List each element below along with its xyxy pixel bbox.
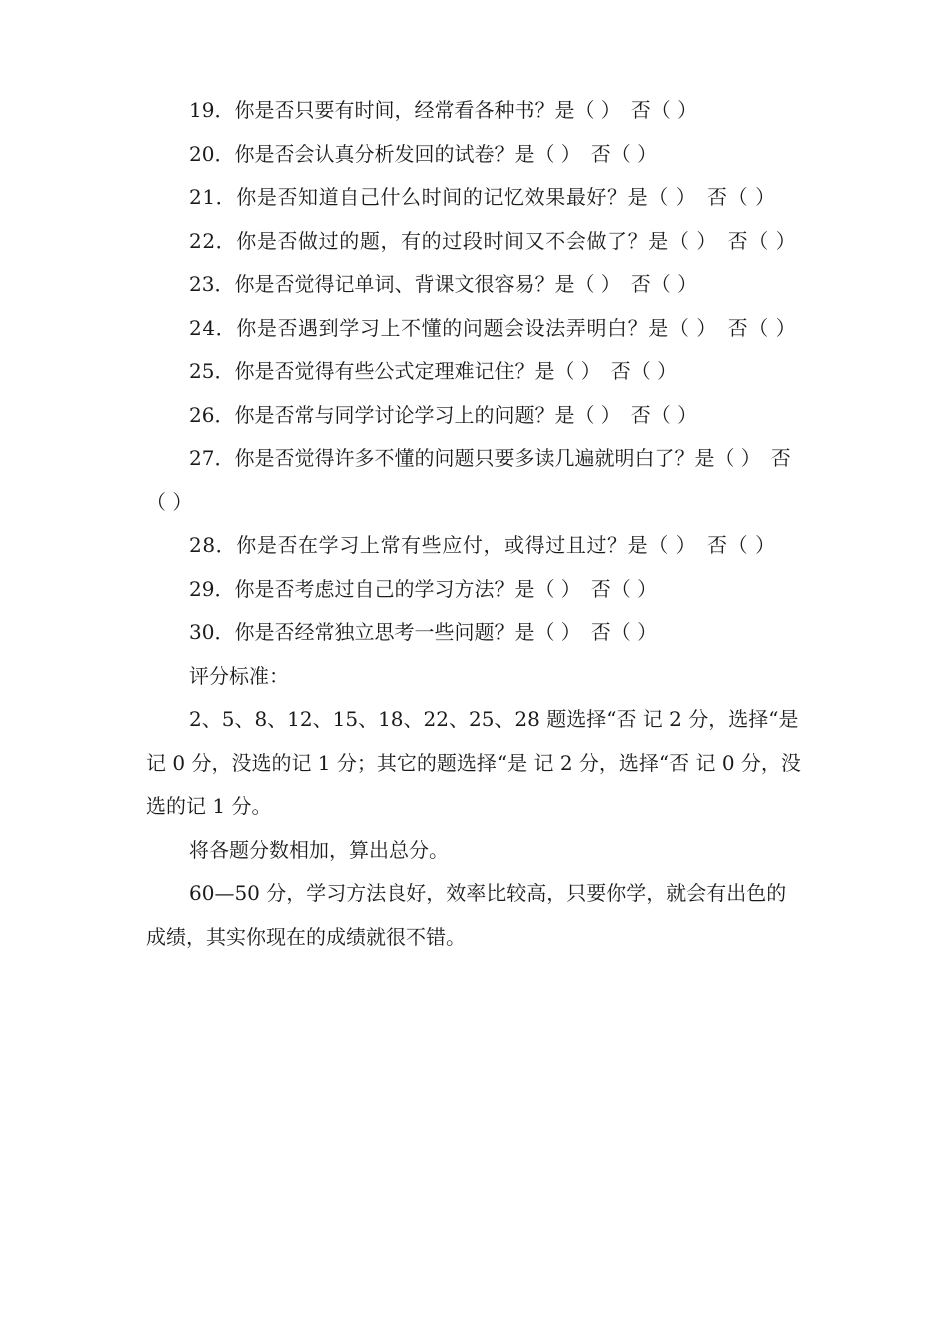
scoring-rule: 2、5、8、12、15、18、22、25、28 题选择“否 记 2 分，选择“是 记 0 分，没选的记 1 分；其它的题选择“是 记 2 分，选择“否 记 0 分，没选的记 1 分。 <box>146 707 801 818</box>
scoring-result-60-50: 60—50 分，学习方法良好，效率比较高，只要你学，就会有出色的成绩，其实你现在的成绩就很不错。 <box>146 881 787 949</box>
question-20: 20．你是否会认真分析发回的试卷？是（ ） 否（ ） <box>189 141 658 166</box>
question-22: 22．你是否做过的题，有的过段时间又不会做了？是（ ） 否（ ） <box>189 228 797 253</box>
question-30: 30．你是否经常独立思考一些问题？是（ ） 否（ ） <box>189 620 658 644</box>
question-19: 19．你是否只要有时间，经常看各种书？是（ ） 否（ ） <box>189 98 698 122</box>
question-24: 24．你是否遇到学习上不懂的问题会设法弄明白？是（ ） 否（ ） <box>189 315 797 340</box>
question-25: 25．你是否觉得有些公式定理难记住？是（ ） 否（ ） <box>189 359 678 383</box>
scoring-heading: 评分标准： <box>189 663 289 688</box>
question-21: 21．你是否知道自己什么时间的记忆效果最好？是（ ） 否（ ） <box>189 185 776 209</box>
scoring-sum-instruction: 将各题分数相加，算出总分。 <box>189 837 449 862</box>
question-28: 28．你是否在学习上常有些应付，或得过且过？是（ ） 否（ ） <box>189 533 776 557</box>
question-26: 26．你是否常与同学讨论学习上的问题？是（ ） 否（ ） <box>189 402 698 427</box>
question-27: 27．你是否觉得许多不懂的问题只要多读几遍就明白了？是（ ） 否（ ） <box>146 446 791 514</box>
question-29: 29．你是否考虑过自己的学习方法？是（ ） 否（ ） <box>189 576 658 601</box>
question-23: 23．你是否觉得记单词、背课文很容易？是（ ） 否（ ） <box>189 272 698 296</box>
document-body <box>146 89 806 959</box>
